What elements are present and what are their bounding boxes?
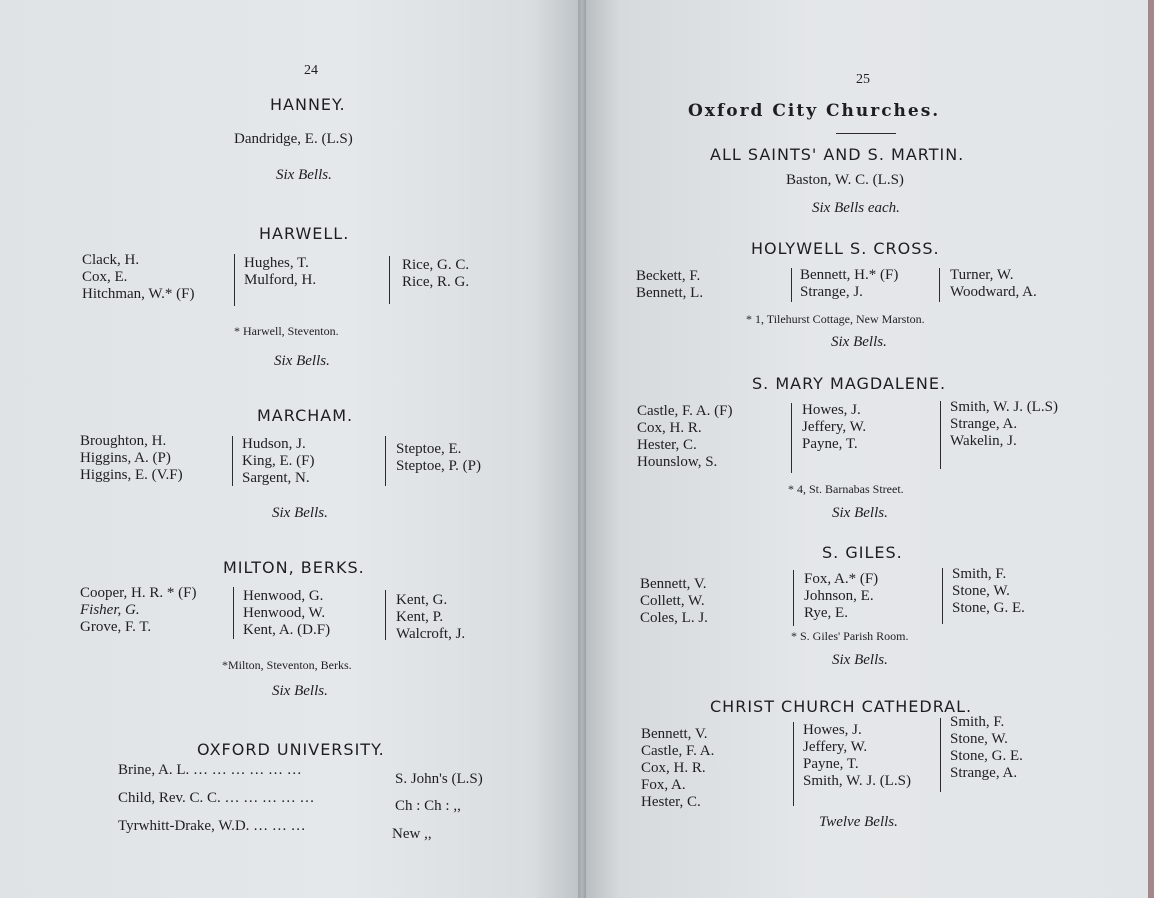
ringer-name: Higgins, A. (P) [80,450,171,466]
ringer-name: Steptoe, P. (P) [396,458,482,474]
st-giles-bells: Six Bells. [832,652,888,668]
column-divider [942,568,943,624]
ringer-name: Cooper, H. R. * (F) [80,585,197,601]
ringer-name: Kent, G. [396,592,448,608]
column-divider [385,590,386,640]
st-mary-col-1 [637,403,732,471]
ringer-name: Higgins, E. (V.F) [80,467,183,483]
book-gutter [578,0,586,898]
ringer-name: Bennett, V. [641,726,708,742]
marcham-col-3 [396,441,481,475]
ringer-name: Stone, W. [952,583,1010,599]
marcham-bells: Six Bells. [272,505,328,521]
ringer-name: Bennett, L. [636,285,704,301]
ringer-name: Hitchman, W.* (F) [82,286,195,302]
section-title-milton: MILTON, BERKS. [223,558,365,577]
st-mary-col-3 [950,399,1058,450]
page-heading: Oxford City Churches. [688,101,941,121]
ringer-name: Cox, H. R. [641,760,706,776]
heading-rule [836,133,896,134]
ringer-name: Jeffery, W. [802,419,867,435]
column-divider [389,256,390,304]
milton-col-1 [80,585,196,636]
ringer-name: Johnson, E. [804,588,874,604]
university-ringer-name: Tyrwhitt-Drake, W.D. … … … [118,818,306,834]
harwell-bells: Six Bells. [274,353,330,369]
page-number: 24 [304,63,318,78]
column-divider [940,718,941,792]
ringer-name: Cox, E. [82,269,128,285]
st-mary-bells: Six Bells. [832,505,888,521]
ringer-name: Coles, L. J. [640,610,708,626]
milton-bells: Six Bells. [272,683,328,699]
ringer-name: Broughton, H. [80,433,167,449]
ringer-name: Wakelin, J. [950,433,1017,449]
christ-church-col-1 [641,726,714,811]
right-page [586,0,1154,898]
page-edge [1148,0,1154,898]
section-title-holywell: HOLYWELL S. CROSS. [751,239,940,258]
column-divider [940,401,941,469]
ringer-name: Hester, C. [637,437,697,453]
section-title-oxford-university: OXFORD UNIVERSITY. [197,740,385,759]
university-college: New ,, [392,826,432,842]
ringer-name: Henwood, G. [243,588,324,604]
university-ringer-name: Child, Rev. C. C. … … … … … [118,790,315,806]
ringer-name: Hounslow, S. [637,454,718,470]
section-title-st-mary: S. MARY MAGDALENE. [752,374,947,393]
ringer-name: Kent, P. [396,609,444,625]
harwell-col-3 [402,257,469,291]
column-divider [234,254,235,306]
ringer-name: Rice, R. G. [402,274,470,290]
column-divider [793,570,794,626]
ringer-name: Steptoe, E. [396,441,462,457]
hanney-bells: Six Bells. [276,167,332,183]
university-ringer-name: Brine, A. L. … … … … … … [118,762,302,778]
column-divider [939,268,940,302]
milton-col-2 [243,588,330,639]
ringer-name: Strange, A. [950,765,1018,781]
ringer-name: Kent, A. (D.F) [243,622,331,638]
christ-church-bells: Twelve Bells. [819,814,898,830]
ringer-name: Smith, F. [952,566,1007,582]
ringer-name: Henwood, W. [243,605,326,621]
university-college: S. John's (L.S) [395,771,483,787]
ringer-name: Clack, H. [82,252,140,268]
section-title-christ-church: CHRIST CHURCH CATHEDRAL. [710,697,973,716]
christ-church-col-2 [803,722,911,790]
holywell-col-3 [950,267,1037,301]
ringer-name: Turner, W. [950,267,1014,283]
ringer-name: Howes, J. [803,722,862,738]
all-saints-bells: Six Bells each. [812,200,900,216]
column-divider [793,722,794,806]
section-title-harwell: HARWELL. [259,224,350,243]
st-giles-note: * S. Giles' Parish Room. [791,629,909,643]
section-title-all-saints: ALL SAINTS' AND S. MARTIN. [710,145,965,164]
hanney-ringer: Dandridge, E. (L.S) [234,131,353,147]
column-divider [385,436,386,486]
section-title-hanney: HANNEY. [270,95,346,114]
column-divider [791,268,792,302]
ringer-name: Strange, J. [800,284,863,300]
ringer-name: Rice, G. C. [402,257,470,273]
ringer-name: Cox, H. R. [637,420,702,436]
ringer-name: Hester, C. [641,794,701,810]
ringer-name: Rye, E. [804,605,848,621]
ringer-name: King, E. (F) [242,453,315,469]
ringer-name: Mulford, H. [244,272,317,288]
milton-col-3 [396,592,465,643]
ringer-name: Smith, W. J. (L.S) [803,773,911,789]
ringer-name: Stone, W. [950,731,1008,747]
ringer-name: Smith, W. J. (L.S) [950,399,1058,415]
ringer-name: Payne, T. [802,436,858,452]
st-giles-col-1 [640,576,708,627]
ringer-name: Fox, A. [641,777,686,793]
ringer-name: Smith, F. [950,714,1005,730]
holywell-bells: Six Bells. [831,334,887,350]
st-mary-col-2 [802,402,866,453]
ringer-name: Collett, W. [640,593,705,609]
column-divider [232,436,233,486]
ringer-name: Fisher, G. [80,602,140,618]
st-giles-col-2 [804,571,878,622]
ringer-name: Hughes, T. [244,255,309,271]
harwell-note: * Harwell, Steventon. [234,324,339,338]
holywell-col-1 [636,268,703,302]
harwell-col-2 [244,255,316,289]
marcham-col-2 [242,436,315,487]
ringer-name: Sargent, N. [242,470,310,486]
ringer-name: Jeffery, W. [803,739,868,755]
column-divider [791,403,792,473]
ringer-name: Stone, G. E. [952,600,1025,616]
university-college: Ch : Ch : ,, [395,798,461,814]
st-giles-col-3 [952,566,1025,617]
ringer-name: Walcroft, J. [396,626,466,642]
ringer-name: Payne, T. [803,756,859,772]
christ-church-col-3 [950,714,1023,782]
ringer-name: Strange, A. [950,416,1018,432]
ringer-name: Castle, F. A. [641,743,715,759]
milton-note: *Milton, Steventon, Berks. [222,658,352,672]
ringer-name: Grove, F. T. [80,619,152,635]
st-mary-note: * 4, St. Barnabas Street. [788,482,904,496]
ringer-name: Castle, F. A. (F) [637,403,733,419]
section-title-st-giles: S. GILES. [822,543,903,562]
ringer-name: Howes, J. [802,402,861,418]
marcham-col-1 [80,433,183,484]
section-title-marcham: MARCHAM. [257,406,354,425]
holywell-note: * 1, Tilehurst Cottage, New Marston. [746,312,925,326]
holywell-col-2 [800,267,898,301]
ringer-name: Bennett, V. [640,576,707,592]
page-number: 25 [856,72,870,87]
ringer-name: Stone, G. E. [950,748,1023,764]
ringer-name: Bennett, H.* (F) [800,267,899,283]
harwell-col-1 [82,252,195,303]
ringer-name: Woodward, A. [950,284,1037,300]
ringer-name: Fox, A.* (F) [804,571,879,587]
column-divider [233,587,234,639]
ringer-name: Beckett, F. [636,268,701,284]
all-saints-ringer: Baston, W. C. (L.S) [786,172,904,188]
ringer-name: Hudson, J. [242,436,306,452]
